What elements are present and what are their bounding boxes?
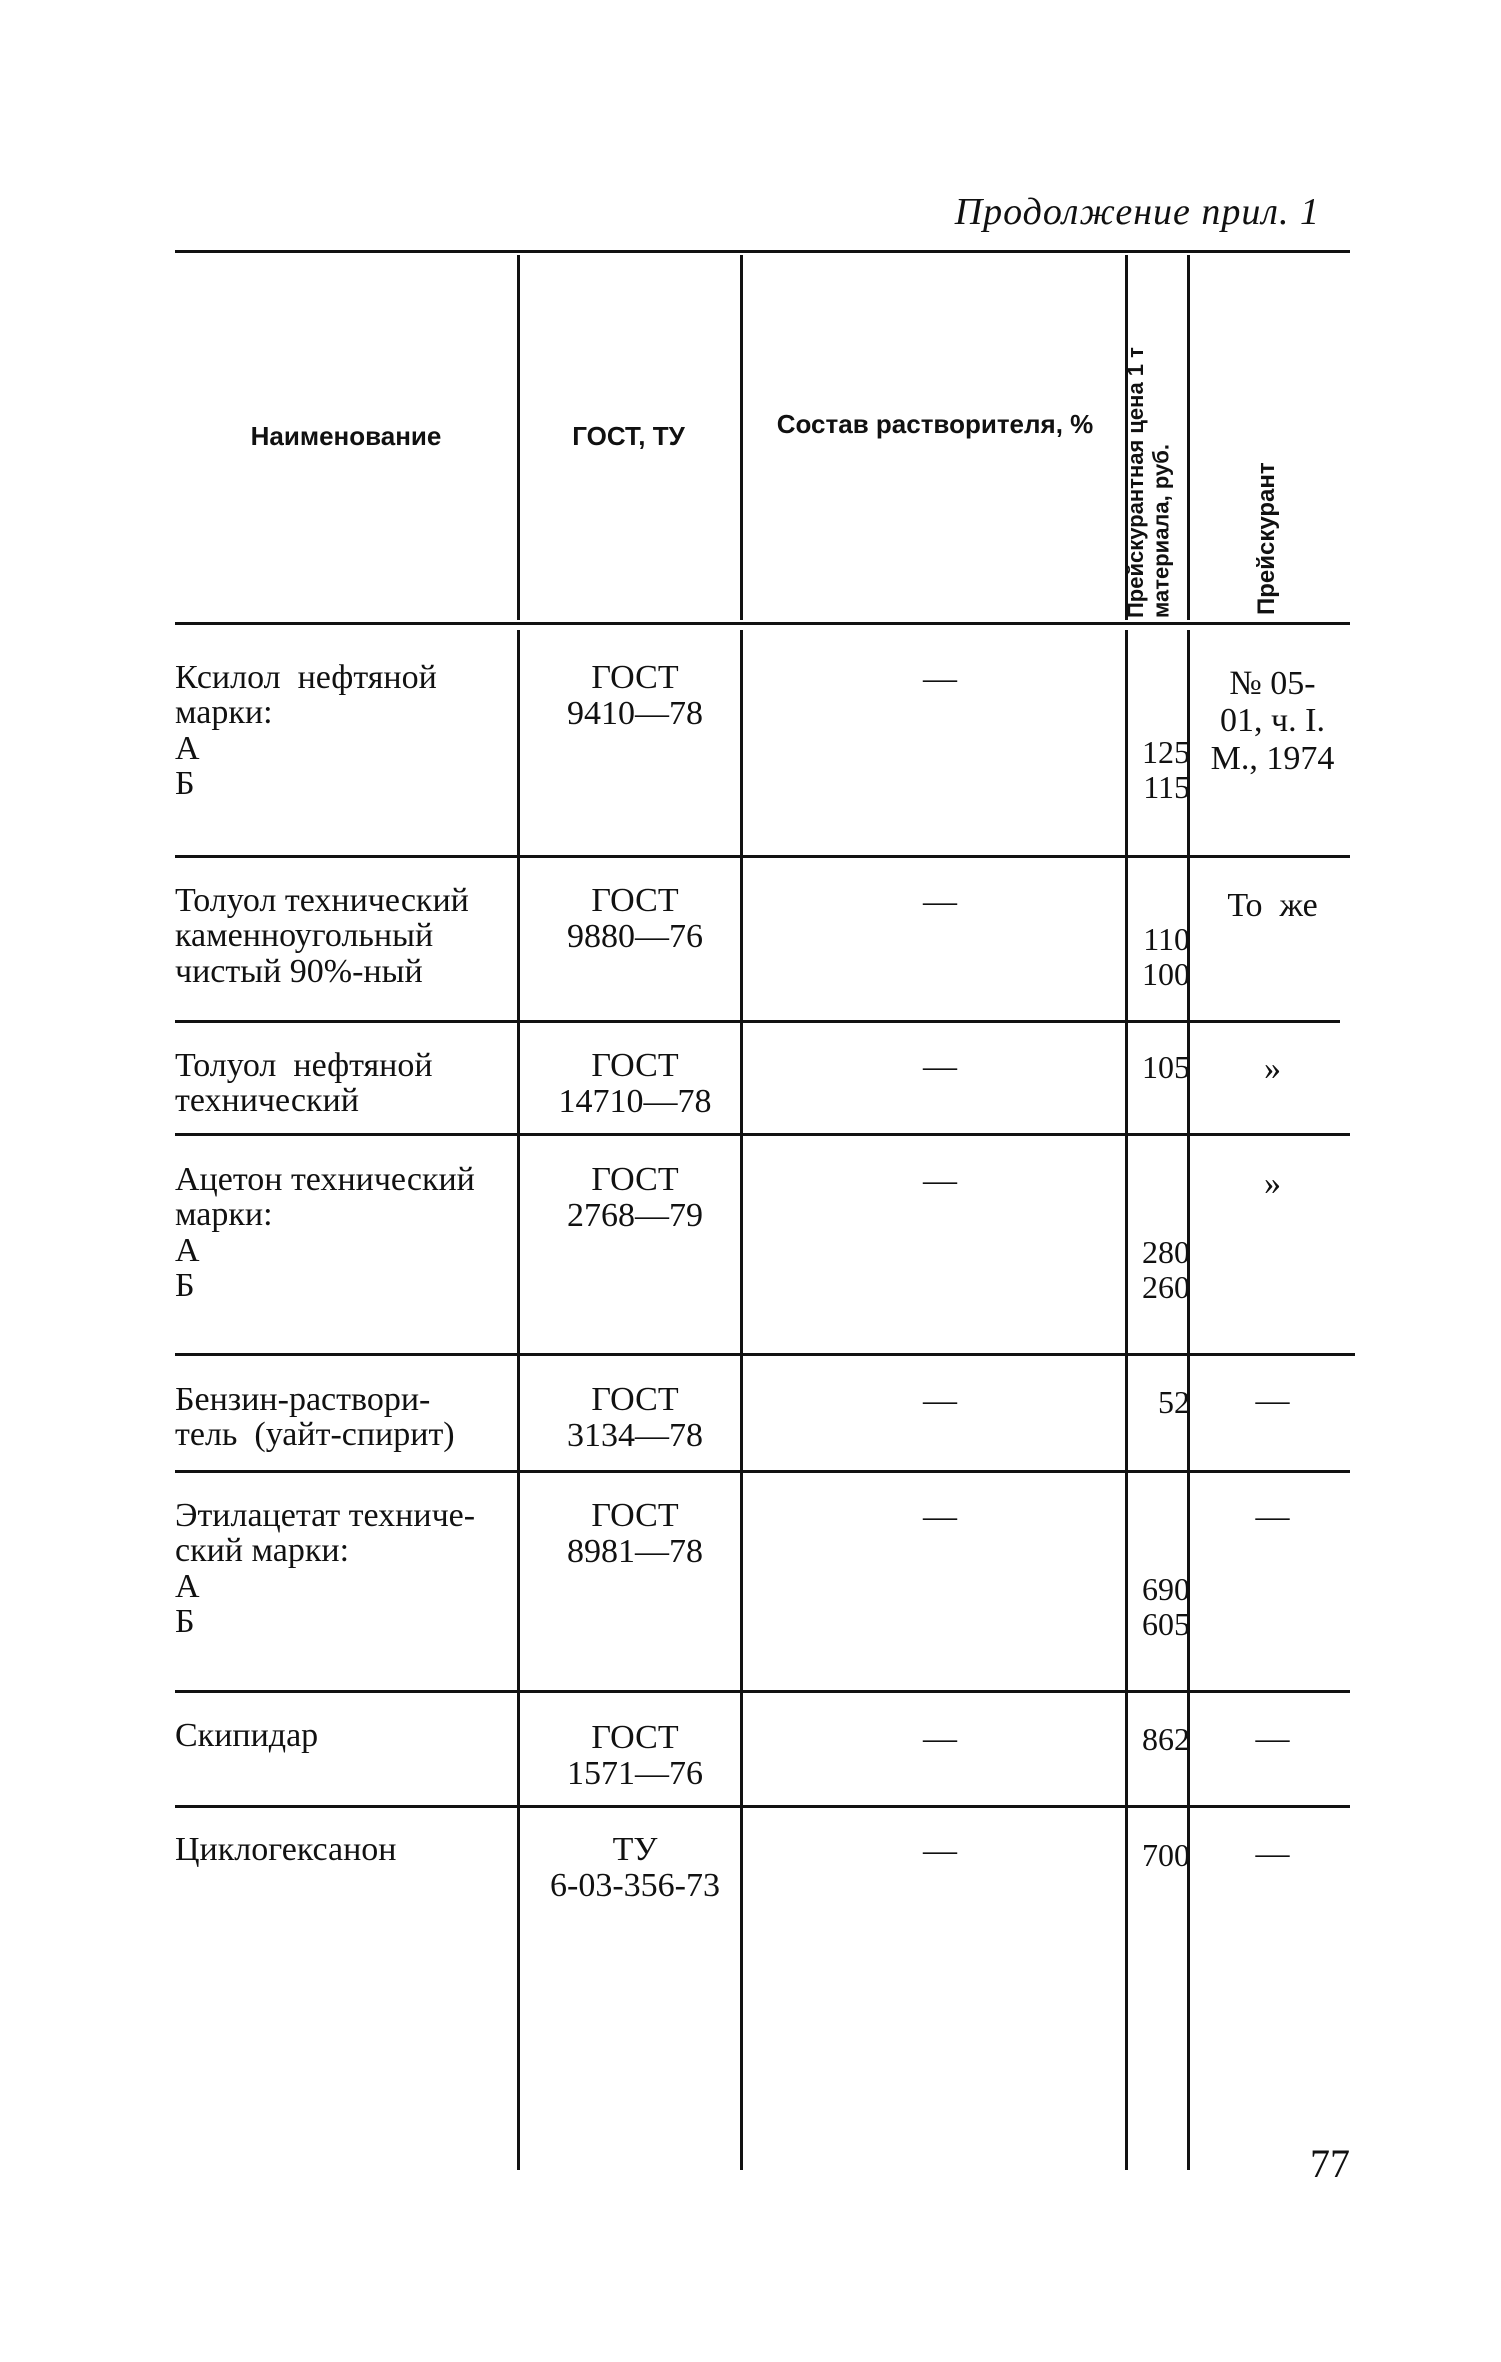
row-rule bbox=[175, 1353, 1355, 1356]
row-rule bbox=[175, 1133, 1350, 1136]
row-6-pricelist: — bbox=[1255, 1498, 1290, 1535]
row-rule bbox=[175, 1805, 1350, 1808]
row-7-pricelist: — bbox=[1255, 1720, 1290, 1757]
row-2-name: Толуол технический каменноугольный чистый 90%-ный bbox=[175, 882, 469, 990]
continuation-caption: Продолжение прил. 1 bbox=[954, 191, 1320, 233]
row-6-price: 690 605 bbox=[1142, 1571, 1190, 1643]
row-4-price: 280 260 bbox=[1142, 1234, 1190, 1306]
row-1-pricelist: № 05- 01, ч. I. М., 1974 bbox=[1210, 665, 1335, 777]
row-7-composition: — bbox=[923, 1720, 957, 1757]
row-2-price: 110 100 bbox=[1142, 921, 1190, 993]
row-5-gost: ГОСТ 3134—78 bbox=[567, 1381, 703, 1455]
row-7-name: Скипидар bbox=[175, 1717, 319, 1754]
row-8-price: 700 bbox=[1142, 1837, 1190, 1873]
row-2-gost: ГОСТ 9880—76 bbox=[567, 882, 703, 956]
row-5-name: Бензин-раствори- тель (уайт-спирит) bbox=[175, 1381, 455, 1454]
row-8-composition: — bbox=[923, 1832, 957, 1869]
row-3-gost: ГОСТ 14710—78 bbox=[558, 1047, 712, 1121]
header-price: Прейскурантная цена 1 т материала, руб. bbox=[1123, 347, 1174, 618]
row-3-price: 105 bbox=[1142, 1049, 1190, 1085]
header-pricelist: Прейскурант bbox=[1253, 462, 1280, 615]
col-sep-2 bbox=[740, 255, 743, 620]
row-2-pricelist: То же bbox=[1227, 887, 1318, 924]
row-3-pricelist: » bbox=[1264, 1050, 1281, 1087]
row-8-gost: ТУ 6-03-356-73 bbox=[550, 1831, 720, 1905]
row-8-pricelist: — bbox=[1255, 1835, 1290, 1872]
row-1-name: Ксилол нефтяной марки: А Б bbox=[175, 659, 437, 803]
row-3-name: Толуол нефтяной технический bbox=[175, 1047, 433, 1120]
row-4-pricelist: » bbox=[1264, 1165, 1281, 1202]
page-number: 77 bbox=[1310, 2141, 1350, 2186]
row-4-composition: — bbox=[923, 1162, 957, 1199]
header-gost: ГОСТ, ТУ bbox=[572, 421, 685, 451]
header-name: Наименование bbox=[250, 421, 442, 451]
row-5-pricelist: — bbox=[1255, 1382, 1290, 1419]
header-composition: Состав растворителя, % bbox=[776, 409, 1094, 439]
row-rule bbox=[175, 1020, 1340, 1023]
row-4-name: Ацетон технический марки: А Б bbox=[175, 1161, 475, 1305]
row-rule bbox=[175, 855, 1350, 858]
header-bottom-rule bbox=[175, 622, 1350, 625]
row-1-gost: ГОСТ 9410—78 bbox=[567, 659, 703, 733]
row-rule bbox=[175, 1690, 1350, 1693]
row-1-composition: — bbox=[923, 660, 957, 697]
row-7-price: 862 bbox=[1142, 1721, 1190, 1757]
solvents-table bbox=[175, 250, 1350, 1930]
row-6-composition: — bbox=[923, 1498, 957, 1535]
table-top-rule bbox=[175, 250, 1350, 253]
row-5-composition: — bbox=[923, 1382, 957, 1419]
row-6-gost: ГОСТ 8981—78 bbox=[567, 1497, 703, 1571]
row-4-gost: ГОСТ 2768—79 bbox=[567, 1161, 703, 1235]
row-2-composition: — bbox=[923, 883, 957, 920]
row-3-composition: — bbox=[923, 1048, 957, 1085]
row-7-gost: ГОСТ 1571—76 bbox=[567, 1719, 703, 1793]
row-8-name: Циклогексанон bbox=[175, 1831, 397, 1868]
row-1-price: 125 115 bbox=[1142, 734, 1190, 806]
row-5-price: 52 bbox=[1158, 1384, 1190, 1420]
row-6-name: Этилацетат техниче- ский марки: А Б bbox=[175, 1497, 476, 1641]
col-sep-1-body bbox=[517, 630, 520, 2170]
row-rule bbox=[175, 1470, 1350, 1473]
